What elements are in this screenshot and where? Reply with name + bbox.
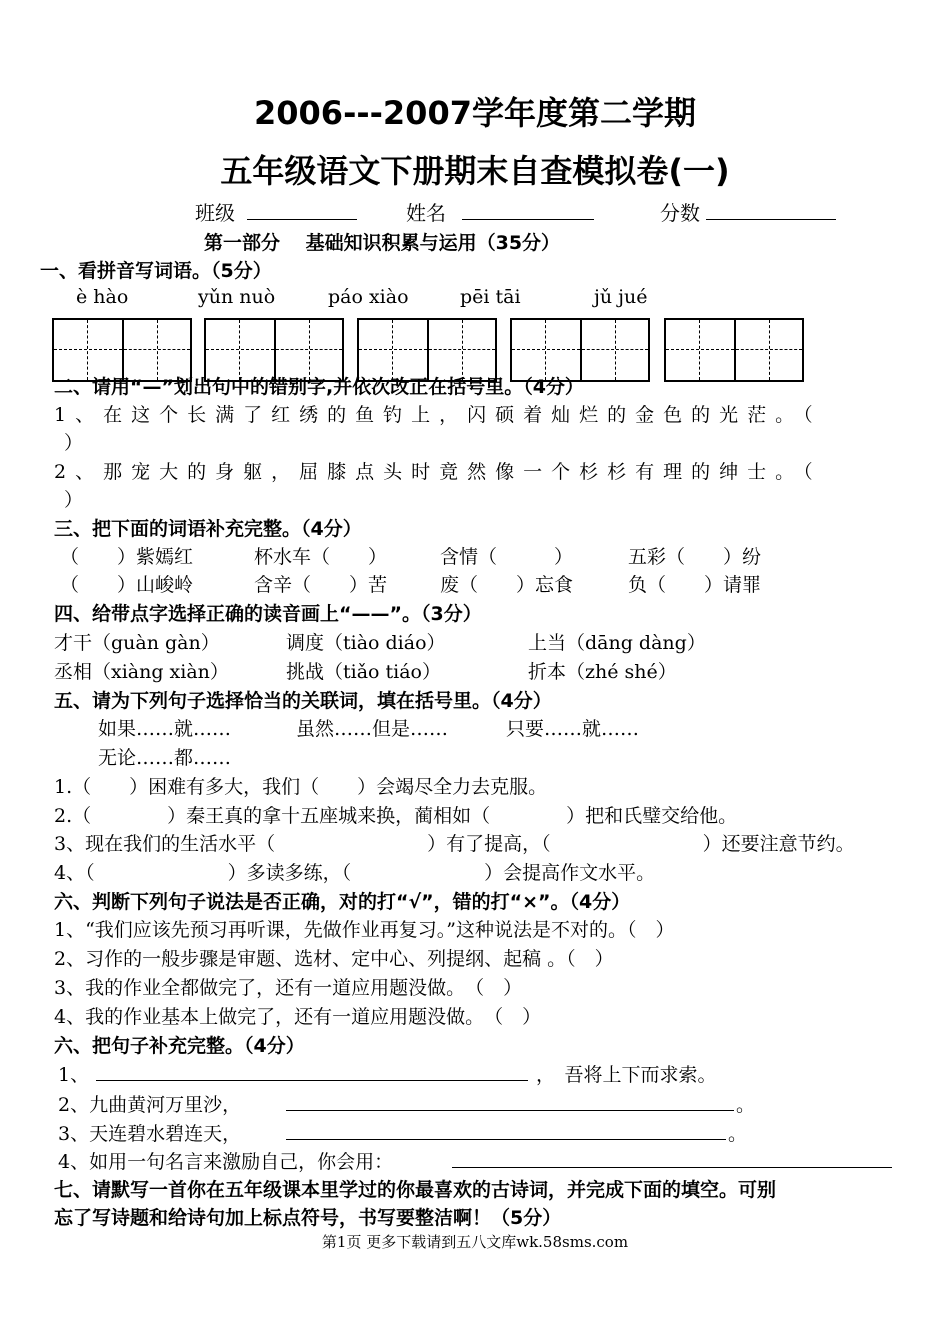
pinyin-2: yǔn nuò [198, 286, 276, 308]
q5-item-2: 2.（ ）秦王真的拿十五座城来换，蔺相如（ ）把和氏璧交给他。 [54, 805, 738, 827]
q3-title: 三、把下面的词语补充完整。（4分） [54, 518, 362, 540]
exam-title-line2: 五年级语文下册期末自查模拟卷(一) [220, 152, 730, 190]
q5-item-1: 1.（ ）困难有多大，我们（ ）会竭尽全力去克服。 [54, 776, 548, 798]
q6b-item-2-prefix: 2、九曲黄河万里沙， [58, 1094, 242, 1116]
q6b-item-1-blank[interactable] [96, 1080, 528, 1081]
writing-grid-5[interactable] [664, 318, 804, 382]
q6b-item-2-blank[interactable] [286, 1110, 734, 1111]
page-footer: 第1页 更多下载请到五八文库wk.58sms.com [321, 1233, 629, 1251]
q6a-item-2: 2、习作的一般步骤是审题、选材、定中心、列提纲、起稿 。（ ） [54, 948, 614, 970]
q2-item-2-cont: ） [64, 489, 84, 511]
q3-r2-1: （ ）山峻岭 [60, 574, 194, 596]
q5-option-1: 如果……就…… [98, 718, 232, 740]
q6b-item-4-prefix: 4、如用一句名言来激励自己，你会用： [58, 1151, 394, 1173]
q3-r1-2: 杯水车（ ） [254, 546, 388, 568]
q5-title: 五、请为下列句子选择恰当的关联词，填在括号里。（4分） [54, 690, 552, 712]
pinyin-4: pēi tāi [460, 286, 521, 308]
q6b-item-3-prefix: 3、天连碧水碧连天， [58, 1123, 242, 1145]
class-label: 班级 [195, 201, 235, 225]
q5-option-2: 虽然……但是…… [296, 718, 449, 740]
q2-title: 二、请用“—”划出句中的错别字,并依次改正在括号里。（4分） [54, 376, 584, 398]
pinyin-3: páo xiào [328, 286, 409, 308]
pinyin-5: jǔ jué [594, 286, 648, 308]
q6a-item-1: 1、“我们应该先预习再听课，先做作业再复习。”这种说法是不对的。（ ） [54, 919, 675, 941]
q6b-item-1-prefix: 1、 [58, 1064, 90, 1086]
score-blank[interactable] [706, 199, 836, 220]
name-label: 姓名 [406, 201, 446, 225]
pinyin-1: è hào [76, 286, 129, 308]
q4-r2-1: 丞相（xiàng xiàn） [54, 661, 229, 683]
q4-r2-3: 折本（zhé shé） [528, 661, 677, 683]
q6b-item-3-blank[interactable] [286, 1139, 726, 1140]
q3-r2-2: 含辛（ ）苦 [254, 574, 388, 596]
name-field[interactable] [406, 197, 594, 226]
q6b-title: 六、把句子补充完整。（4分） [54, 1035, 305, 1057]
q4-r1-1: 才干（guàn gàn） [54, 632, 220, 654]
q6b-item-3-suffix: 。 [728, 1123, 748, 1145]
q6b-item-1-suffix: ， 吾将上下而求索。 [536, 1064, 717, 1086]
q5-option-3: 只要……就…… [506, 718, 640, 740]
part1-title: 第一部分 基础知识积累与运用（35分） [204, 232, 561, 254]
q3-r2-3: 废（ ）忘食 [440, 574, 574, 596]
q4-title: 四、给带点字选择正确的读音画上“——”。（3分） [54, 603, 482, 625]
q5-option-4: 无论……都…… [98, 747, 232, 769]
q3-r1-4: 五彩（ ）纷 [628, 546, 762, 568]
q2-item-2: 2、那宠大的身躯，屈膝点头时竟然像一个杉杉有理的绅士。（ [54, 461, 822, 483]
class-field[interactable] [195, 197, 357, 226]
exam-title-line1: 2006---2007学年度第二学期 [254, 94, 696, 132]
q7-title-line2: 忘了写诗题和给诗句加上标点符号，书写要整洁啊！（5分） [54, 1207, 562, 1229]
q3-r2-4: 负（ ）请罪 [628, 574, 762, 596]
q5-item-3: 3、现在我们的生活水平（ ）有了提高，（ ）还要注意节约。 [54, 833, 855, 855]
class-blank[interactable] [247, 199, 357, 220]
q2-item-1: 1、在这个长满了红绣的鱼钓上，闪硕着灿烂的金色的光茫。（ [54, 404, 822, 426]
q6b-item-4-blank[interactable] [452, 1167, 892, 1168]
name-blank[interactable] [462, 199, 594, 220]
q2-item-1-cont: ） [64, 432, 84, 454]
q6a-title: 六、判断下列句子说法是否正确，对的打“√”，错的打“×”。（4分） [54, 891, 631, 913]
q3-r1-1: （ ）紫嫣红 [60, 546, 194, 568]
score-label: 分数 [660, 201, 700, 225]
q5-item-4: 4、（ ）多读多练，（ ）会提高作文水平。 [54, 862, 656, 884]
q4-r2-2: 挑战（tiǎo tiáo） [286, 661, 441, 683]
score-field[interactable] [660, 197, 836, 226]
q1-title: 一、看拼音写词语。（5分） [40, 260, 272, 282]
q3-r1-3: 含情（ ） [440, 546, 574, 568]
q4-r1-3: 上当（dāng dàng） [528, 632, 706, 654]
q6b-item-2-suffix: 。 [736, 1094, 756, 1116]
q6a-item-4: 4、我的作业基本上做完了，还有一道应用题没做。 （ ） [54, 1006, 542, 1028]
q6a-item-3: 3、我的作业全都做完了，还有一道应用题没做。 （ ） [54, 977, 523, 999]
q4-r1-2: 调度（tiào diáo） [286, 632, 446, 654]
q7-title-line1: 七、请默写一首你在五年级课本里学过的你最喜欢的古诗词，并完成下面的填空。可别 [54, 1179, 777, 1201]
